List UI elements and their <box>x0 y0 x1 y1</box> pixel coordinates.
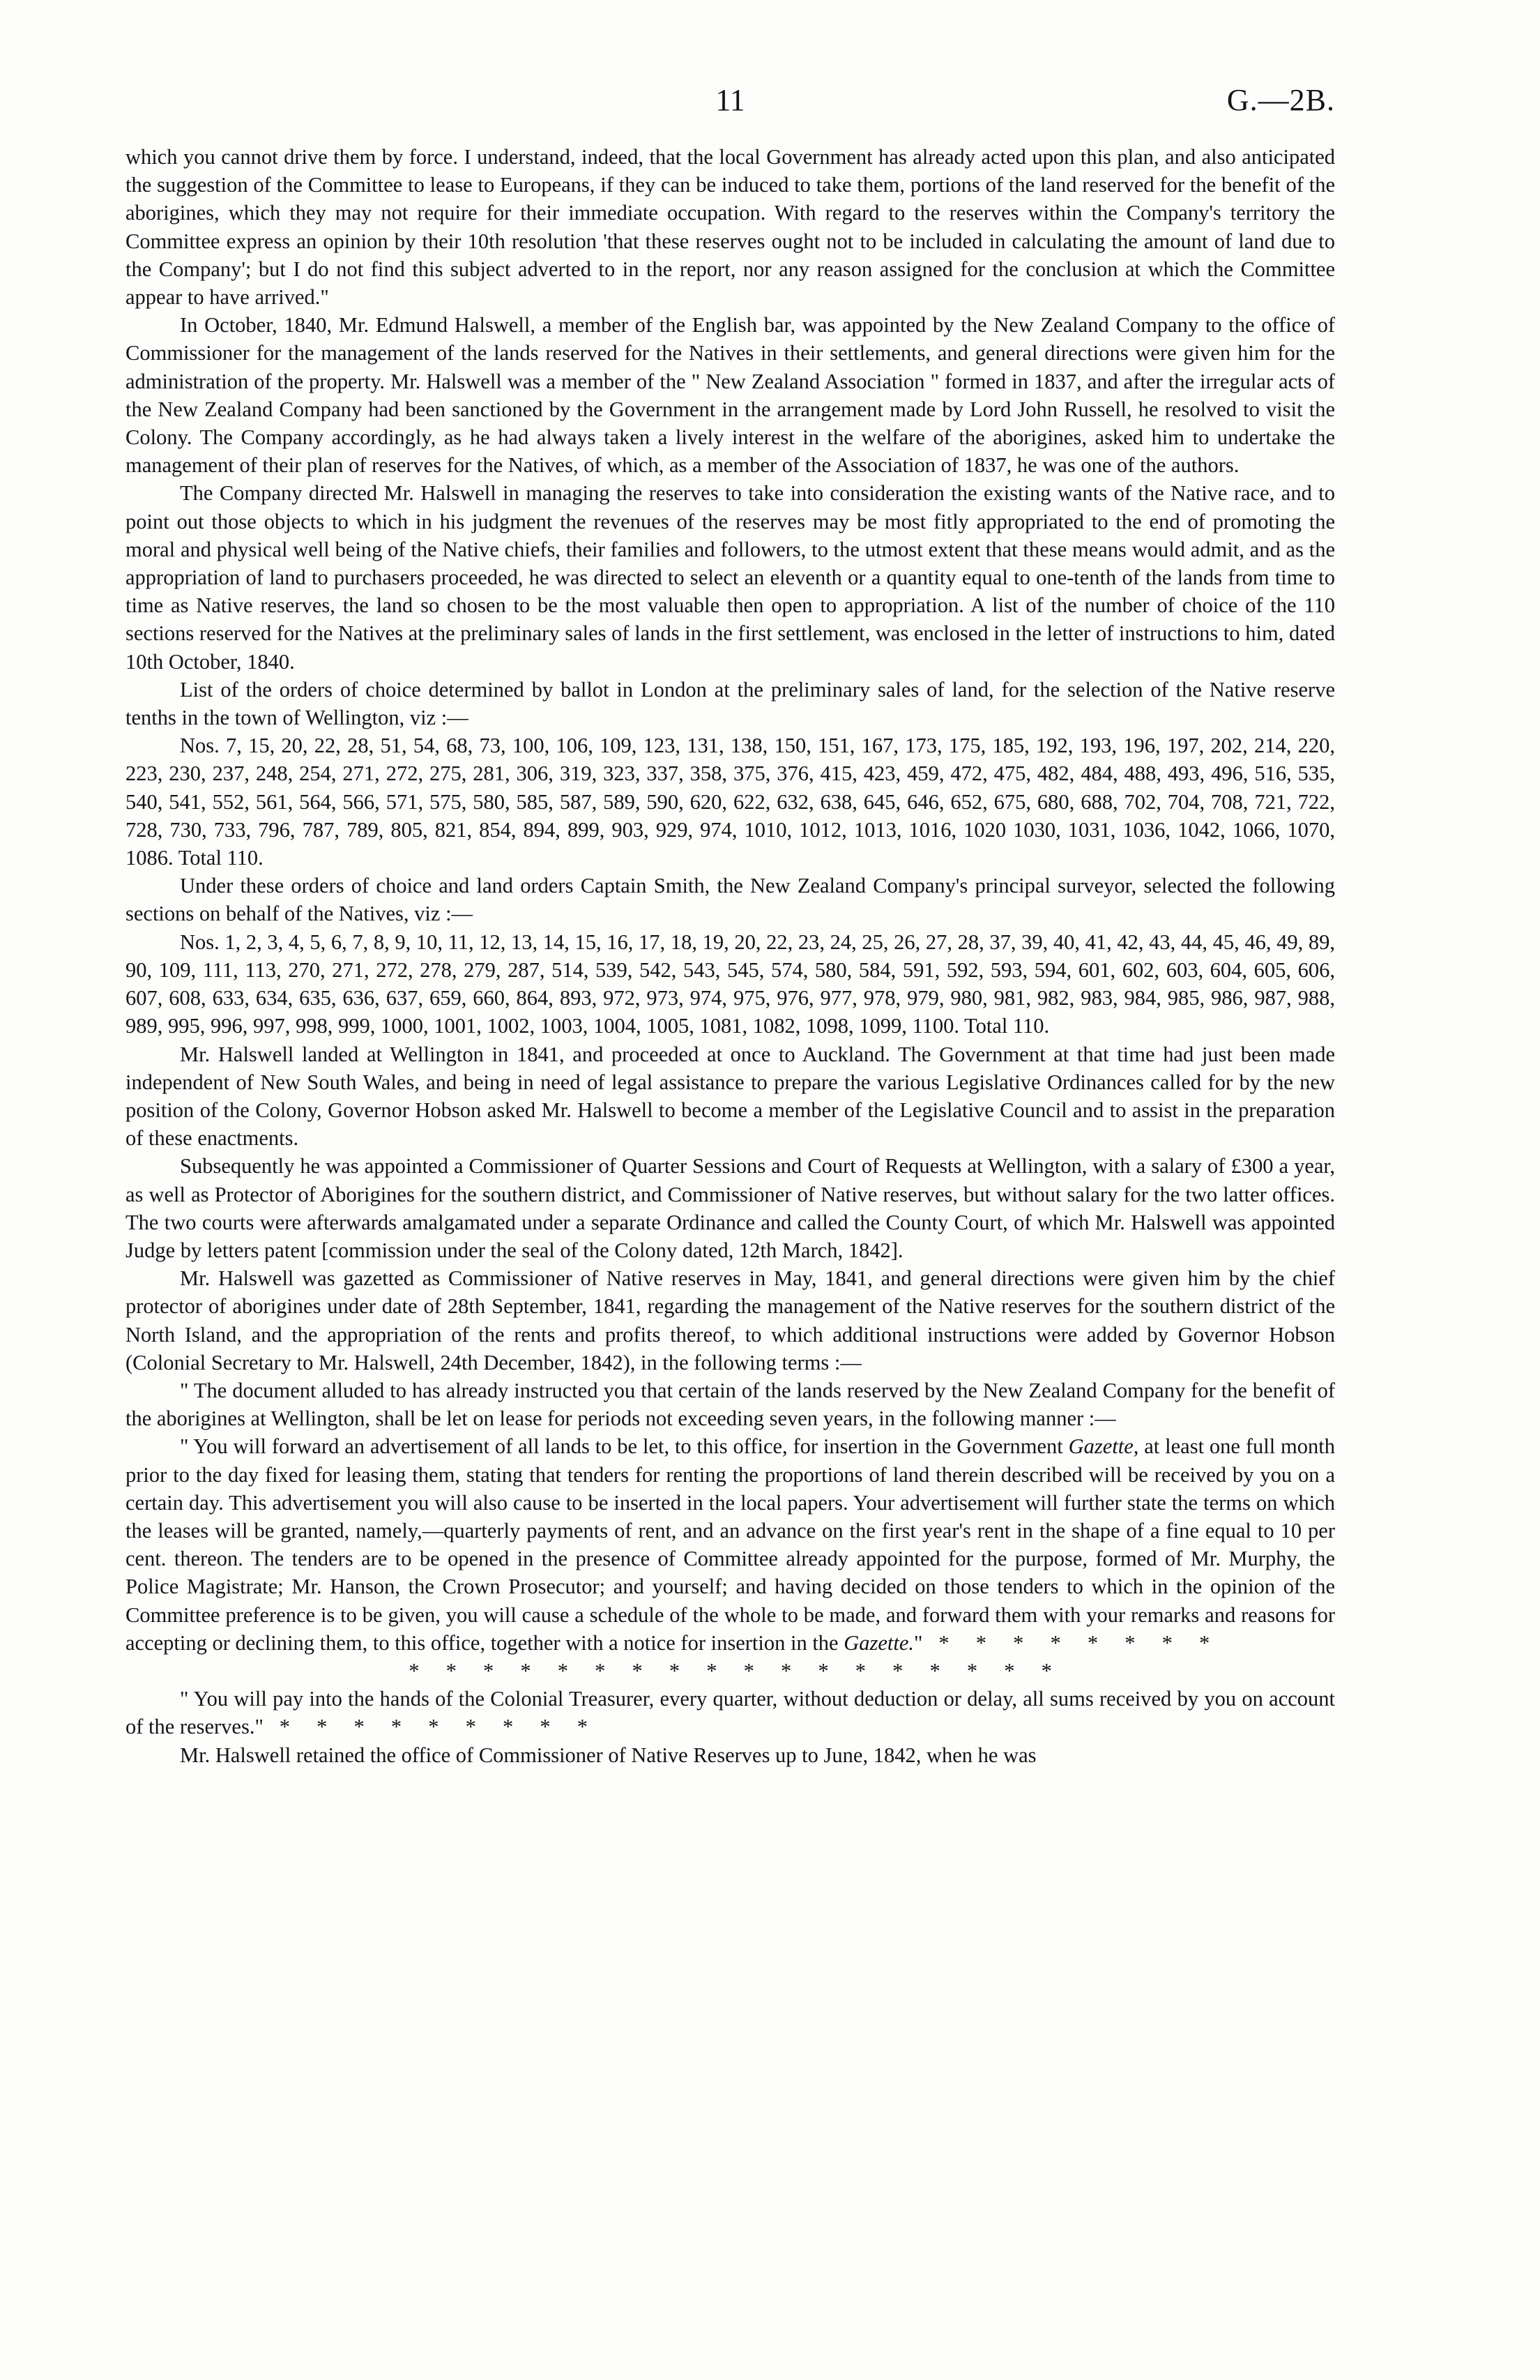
quote-document-alluded: " The document alluded to has already instructed you that certain of the lands reserved by the New Zealand Company for the benefit of the aborigines at Wellington, shall be let on lease for periods not exceeding seven years, in the following manner :— <box>125 1378 1335 1431</box>
numbers-list-wellington: Nos. 7, 15, 20, 22, 28, 51, 54, 68, 73, 100, 106, 109, 123, 131, 138, 150, 151, 167, 173, 175, 185, 192, 193, 196, 197, 202, 214, 220, 223, 230, 237, 248, 254, 271, 272, 275, 281, 306, 319, 323, 337, 358, 375, 376, 415, 423, 459, 472, 475, 482, 484, 488, 493, 496, 516, 535, 540, 541, 552, 561, 564, 566, 571, 575, 580, 585, 587, 589, 590, 620, 622, 632, 638, 645, 646, 652, 675, 680, 688, 702, 704, 708, 721, 722, 728, 730, 733, 796, 787, 789, 805, 821, 854, 894, 899, 903, 929, 974, 1010, 1012, 1013, 1016, 1020 1030, 1031, 1036, 1042, 1066, 1070, 1086. Total 110. <box>125 734 1335 870</box>
quote-advertisement <box>125 1432 1335 1657</box>
quote-colonial-treasurer-text: " You will pay into the hands of the Colonial Treasurer, every quarter, without deduction or delay, all sums received by you on account of the reserves." <box>125 1687 1335 1739</box>
quote-advertisement-text-a: " You will forward an advertisement of all lands to be let, to this office, for insertion in the Government <box>180 1434 1069 1459</box>
document-reference: G.—2B. <box>1226 83 1335 117</box>
ellipsis-stars-2: * * * * * * * * * <box>263 1715 588 1739</box>
page-header <box>125 82 1335 124</box>
page-number: 11 <box>715 83 745 117</box>
paragraph-commissioner-appointment: Subsequently he was appointed a Commissioner of Quarter Sessions and Court of Requests at Wellington, with a salary of £300 a year, as well as Protector of Aborigines for the southern district, and Commissioner of Native reserves, but without salary for the two latter offices. The two courts were afterwards amalgamated under a separate Ordinance and called the County Court, of which Mr. Halswell was appointed Judge by letters patent [commission under the seal of the Colony dated, 12th March, 1842]. <box>125 1154 1335 1262</box>
paragraph-landed-wellington: Mr. Halswell landed at Wellington in 1841, and proceeded at once to Auckland. The Government at that time had just been made independent of New South Wales, and being in need of legal assistance to prepare the various Legislative Ordinances called for by the new position of the Colony, Governor Hobson asked Mr. Halswell to become a member of the Legislative Council and to assist in the preparation of these enactments. <box>125 1042 1335 1151</box>
paragraph-retained-office: Mr. Halswell retained the office of Commissioner of Native Reserves up to June, 1842, when he was <box>180 1743 1037 1767</box>
paragraph-company-directions: The Company directed Mr. Halswell in managing the reserves to take into consideration the existing wants of the Native race, and to point out those objects to which in his judgment the revenues of the reserves may be most fitly appropriated to the end of promoting the moral and physical well being of the Native chiefs, their families and followers, to the utmost extent that these means would admit, and as the appropriation of land to purchasers proceeded, he was directed to select an eleventh or a quantity equal to one-tenth of the lands from time to time as Native reserves, the land so chosen to be the most valuable then open to appropriation. A list of the number of choice of the 110 sections reserved for the Natives at the preliminary sales of lands in the first settlement, was enclosed in the letter of instructions to him, dated 10th October, 1840. <box>125 481 1335 674</box>
paragraph-orders-of-choice-intro: List of the orders of choice determined by ballot in London at the preliminary sales of land, for the selection of the Native reserve tenths in the town of Wellington, viz :— <box>125 677 1335 730</box>
paragraph-smith-selection: Under these orders of choice and land orders Captain Smith, the New Zealand Company's principal surveyor, selected the following sections on behalf of the Natives, viz :— <box>125 874 1335 926</box>
ellipsis-stars: * * * * * * * * <box>922 1630 1210 1655</box>
paragraph-halswell-appointment: In October, 1840, Mr. Edmund Halswell, a member of the English bar, was appointed by the New Zealand Company to the office of Commissioner for the management of the lands reserved for the Natives in their settlements, and general directions were given him for the administration of the property. Mr. Halswell was a member of the " New Zealand Association " formed in 1837, and after the irregular acts of the New Zealand Company had been sanctioned by the Government in the arrangement made by Lord John Russell, he resolved to visit the Colony. The Company accordingly, as he had always taken a lively interest in the welfare of the aborigines, asked him to undertake the management of their plan of reserves for the Natives, of which, as a member of the Association of 1837, he was one of the authors. <box>125 313 1335 478</box>
paragraph-continuation: which you cannot drive them by force. I understand, indeed, that the local Government has already acted upon this plan, and also anticipated the suggestion of the Committee to lease to Europeans, if they can be induced to take them, portions of the land reserved for the benefit of the aborigines, which they may not require for their immediate occupation. With regard to the reserves within the Company's territory the Committee express an opinion by their 10th resolution 'that these reserves ought not to be included in calculating the amount of land due to the Company'; but I do not find this subject adverted to in the report, nor any reason assigned for the conclusion at which the Committee appear to have arrived." <box>125 145 1335 310</box>
gazette-italic-2: Gazette. <box>844 1630 915 1655</box>
gazette-italic: Gazette, <box>1068 1434 1139 1459</box>
quote-close: " <box>914 1630 923 1655</box>
quote-colonial-treasurer <box>125 1685 1335 1741</box>
ellipsis-star-line: * * * * * * * * * * * * * * * * * * <box>409 1658 1052 1683</box>
quote-advertisement-text-b: at least one full month prior to the day fixed for leasing them, stating that tenders for renting the proportions of land therein described will be received by you on a certain day. This advertisement you will also cause to be inserted in the local papers. Your advertisement will further state the terms on which the leases will be granted, namely,—quarterly payments of rent, and an advance on the first year's rent in the shape of a fine equal to 10 per cent. thereon. The tenders are to be opened in the presence of Committee already appointed for the purpose, formed of Mr. Murphy, the Police Magistrate; Mr. Hanson, the Crown Prosecutor; and yourself; and having decided on those tenders to which in the opinion of the Committee preference is to be given, you will cause a schedule of the whole to be made, and forward them with your remarks and reasons for accepting or declining them, to this office, together with a notice for insertion in the <box>125 1434 1335 1655</box>
numbers-list-sections: Nos. 1, 2, 3, 4, 5, 6, 7, 8, 9, 10, 11, 12, 13, 14, 15, 16, 17, 18, 19, 20, 22, 23, 24, 25, 26, 27, 28, 37, 39, 40, 41, 42, 43, 44, 45, 46, 49, 89, 90, 109, 111, 113, 270, 271, 272, 278, 279, 287, 514, 539, 542, 543, 545, 574, 580, 584, 591, 592, 593, 594, 601, 602, 603, 604, 605, 606, 607, 608, 633, 634, 635, 636, 637, 659, 660, 864, 893, 972, 973, 974, 975, 976, 977, 978, 979, 980, 981, 982, 983, 984, 985, 986, 987, 988, 989, 995, 996, 997, 998, 999, 1000, 1001, 1002, 1003, 1004, 1005, 1081, 1082, 1098, 1099, 1100. Total 110. <box>125 930 1335 1038</box>
paragraph-gazetted: Mr. Halswell was gazetted as Commissioner of Native reserves in May, 1841, and general directions were given him by the chief protector of aborigines under date of 28th September, 1841, regarding the management of the Native reserves for the southern district of the North Island, and the appropriation of the rents and profits thereof, to which additional instructions were added by Governor Hobson (Colonial Secretary to Mr. Halswell, 24th December, 1842), in the following terms :— <box>125 1266 1335 1374</box>
document-body <box>125 143 1335 1769</box>
